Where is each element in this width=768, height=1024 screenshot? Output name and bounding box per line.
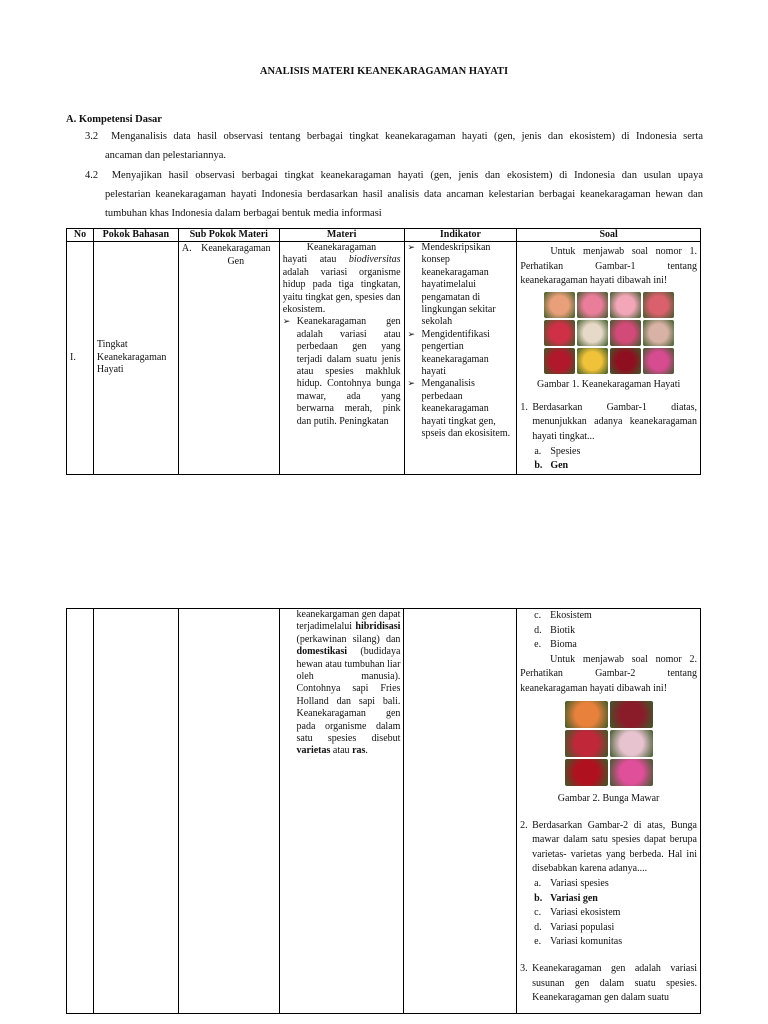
analysis-table bbox=[66, 228, 701, 475]
rose-photo-tile bbox=[643, 292, 674, 318]
section-heading: A. Kompetensi Dasar bbox=[66, 114, 162, 125]
table-row bbox=[67, 609, 701, 1014]
cell-soal bbox=[517, 242, 701, 475]
rose-photo-tile bbox=[544, 348, 575, 374]
analysis-table-continued bbox=[66, 608, 701, 1014]
cell-sub-pokok bbox=[178, 609, 279, 1014]
table-row bbox=[67, 242, 701, 475]
option-item: a. Variasi spesies bbox=[534, 877, 609, 889]
option-item: c. Ekosistem bbox=[534, 610, 592, 621]
rose-photo-tile bbox=[565, 730, 608, 757]
kd-number: 4.2 bbox=[85, 170, 99, 181]
answer-options bbox=[520, 445, 697, 474]
option-item: d. Biotik bbox=[534, 624, 576, 636]
indikator-item: ➢ Menganalisis perbedaan keanekaragaman hayati tingkat gen, spseis dan ekosisitem. bbox=[408, 378, 514, 440]
rose-photo-tile bbox=[610, 759, 653, 786]
rose-varieties-image bbox=[565, 701, 653, 786]
cell-no bbox=[67, 609, 94, 1014]
indikator-item: ➢ Mendeskripsikan konsep keanekaragaman hayatimelalui pengamatan di lingkungan sekitar sekolah bbox=[408, 242, 514, 329]
cell-soal bbox=[517, 609, 701, 1014]
rose-photo-tile bbox=[610, 292, 641, 318]
question-2 bbox=[520, 819, 697, 877]
rose-photo-tile bbox=[544, 292, 575, 318]
option-item-correct: b. Variasi gen bbox=[534, 892, 598, 904]
rose-photo-tile bbox=[577, 320, 608, 346]
kd-item-2 bbox=[85, 166, 703, 223]
soal-intro: Untuk menjawab soal nomor 1. Perhatikan Gambar-1 tentang keanekaragaman hayati dibawah ini! bbox=[520, 246, 697, 287]
kd-text-2c: tumbuhan khas Indonesia dalam berbagai bentuk media informasi bbox=[105, 208, 382, 219]
answer-options-continued bbox=[520, 609, 697, 653]
header-materi: Materi bbox=[279, 229, 404, 242]
sub-text: Keanekaragaman Gen bbox=[201, 243, 271, 267]
question-text: Berdasarkan Gambar-1 diatas, menunjukkan adanya keanekaragaman hayati tingkat... bbox=[532, 401, 697, 442]
cell-materi: keanekargaman gen dapat terjadimelalui hibridisasi (perkawinan silang) dan domestikasi (budidaya hewan atau tumbuhan liar oleh manusia). Contohnya sapi Fries Holland dan sapi bali. Keanekaragaman gen pada organisme dalam satu spesies disebut varietas atau ras. bbox=[279, 609, 404, 1014]
materi-paragraph-2: ➢ Keanekaragaman gen adalah variasi atau perbedaan gen yang terjadi dalam suatu jenis atau spesies makhluk hidup. Contohnya bunga mawar, ada yang berwarna merah, pink dan putih. Peningkatan bbox=[283, 316, 401, 428]
rose-photo-tile bbox=[610, 320, 641, 346]
question-number: 2. bbox=[520, 819, 528, 831]
rose-photo-tile bbox=[610, 701, 653, 728]
header-soal: Soal bbox=[517, 229, 701, 242]
option-item: e. Bioma bbox=[534, 639, 577, 651]
option-item: d. Variasi populasi bbox=[534, 921, 615, 933]
table-header-row bbox=[67, 229, 701, 242]
question-text: Berdasarkan Gambar-2 di atas, Bunga mawar dalam satu spesies dapat berupa varietas- varietas yang berbeda. Hal ini disebabkan karena adanya.... bbox=[532, 819, 697, 875]
question-1 bbox=[520, 401, 697, 445]
rose-photo-tile bbox=[565, 701, 608, 728]
soal-intro-2: Untuk menjawab soal nomor 2. Perhatikan Gambar-2 tentang keanekaragaman hayati dibawah ini! bbox=[520, 653, 697, 694]
cell-sub-pokok bbox=[178, 242, 279, 475]
cell-indikator bbox=[404, 242, 517, 475]
rose-photo-tile bbox=[643, 320, 674, 346]
indikator-item: ➢ Mengidentifikasi pengertian keanekaragaman hayati bbox=[408, 329, 514, 379]
kd-item-1 bbox=[85, 127, 703, 165]
figure-caption-2: Gambar 2. Bunga Mawar bbox=[557, 792, 660, 804]
header-indikator: Indikator bbox=[404, 229, 517, 242]
kd-text-1a: Menganalisis data hasil observasi tentang berbagai tingkat keanekaragaman hayati (gen, jenis dan ekosistem) di Indonesia serta bbox=[110, 131, 704, 142]
rose-photo-tile bbox=[544, 320, 575, 346]
cell-no: I. bbox=[67, 242, 94, 475]
kd-text-1b: ancaman dan pelestariannya. bbox=[105, 150, 226, 161]
materi-paragraph-1: Keanekaragaman hayati atau biodiversitas adalah variasi organisme hidup pada tiga tingkatan, yaitu tingkat gen, spesies dan ekosistem. bbox=[282, 242, 401, 316]
sub-letter: A. bbox=[181, 243, 192, 254]
rose-photo-tile bbox=[610, 730, 653, 757]
document-title: ANALISIS MATERI KEANEKARAGAMAN HAYATI bbox=[259, 66, 509, 77]
option-item: a. Spesies bbox=[534, 445, 581, 457]
option-item: e. Variasi komunitas bbox=[534, 936, 623, 948]
rose-collage-image bbox=[544, 292, 674, 374]
question-3 bbox=[520, 962, 697, 1006]
cell-materi bbox=[279, 242, 404, 475]
question-number: 3. bbox=[520, 962, 528, 974]
cell-indikator bbox=[404, 609, 517, 1014]
rose-photo-tile bbox=[610, 348, 641, 374]
figure-caption-1: Gambar 1. Keanekaragaman Hayati bbox=[537, 378, 681, 390]
rose-photo-tile bbox=[565, 759, 608, 786]
cell-pokok-bahasan bbox=[93, 609, 178, 1014]
header-no: No bbox=[67, 229, 94, 242]
option-item: c. Variasi ekosistem bbox=[534, 907, 621, 919]
rose-photo-tile bbox=[643, 348, 674, 374]
option-item-correct: b. Gen bbox=[534, 460, 569, 472]
header-sub-pokok: Sub Pokok Materi bbox=[178, 229, 279, 242]
kd-text-2a: Menyajikan hasil observasi berbagai tingkat keanekaragaman hayati (gen, jenis dan ekosistem) di Indonesia dan usulan upaya bbox=[111, 170, 704, 181]
header-pokok-bahasan: Pokok Bahasan bbox=[93, 229, 178, 242]
answer-options-2 bbox=[520, 877, 697, 950]
rose-photo-tile bbox=[577, 292, 608, 318]
cell-pokok-bahasan: Tingkat Keanekaragaman Hayati bbox=[93, 242, 178, 475]
question-text: Keanekaragaman gen adalah variasi susunan gen dalam suatu spesies. Keanekaragaman gen dalam suatu bbox=[532, 962, 697, 1004]
question-number: 1. bbox=[520, 401, 528, 413]
kd-text-2b: pelestarian keanekaragaman hayati Indonesia berdasarkan hasil analisis data ancaman kelestarian berbagai keanekaragaman hewan dan bbox=[105, 189, 703, 200]
kd-number: 3.2 bbox=[85, 131, 99, 142]
rose-photo-tile bbox=[577, 348, 608, 374]
